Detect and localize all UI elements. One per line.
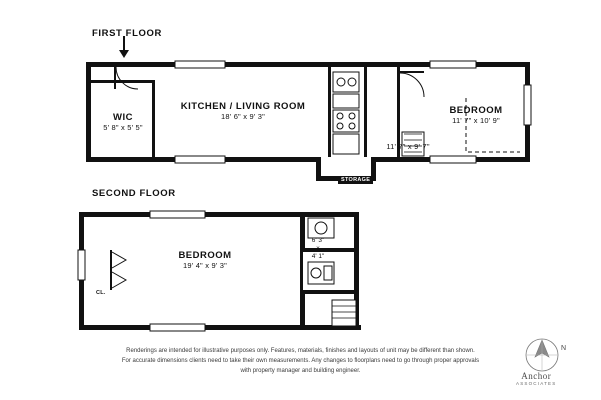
room-wic-name: WIC (113, 112, 133, 123)
room-bedroom-second-name: BEDROOM (178, 250, 232, 261)
room-bedroom-first-name: BEDROOM (449, 105, 503, 116)
first-floor-label: FIRST FLOOR (92, 28, 162, 39)
room-kitchen-living-dimensions: 18' 6" x 9' 3" (221, 112, 265, 121)
room-bedroom-first (428, 105, 524, 125)
disclaimer-line-2: For accurate dimensions clients need to take their own measurements. Any changes to floorplans need to go through proper approvals (121, 358, 480, 365)
first-floor-bath-dimensions: 11' 7" x 9' 7" (386, 142, 430, 151)
second-floor-label: SECOND FLOOR (92, 188, 176, 199)
room-wic-dimensions: 5' 8" x 5' 5" (103, 123, 143, 132)
disclaimer (0, 346, 601, 377)
storage-tag: STORAGE (338, 168, 373, 186)
brand-logo (516, 371, 556, 386)
second-floor-bath-dimensions: 6' 3" x 4' 1" (311, 237, 325, 261)
room-bedroom-first-dimensions: 11' 7" x 10' 9" (452, 116, 500, 125)
disclaimer-line-1: Renderings are intended for illustrative purposes only. Features, materials, finishes and layouts of unit may be different than shown. (126, 348, 475, 354)
compass-north-letter: N (561, 345, 567, 352)
brand-logo-subtitle: ASSOCIATES (516, 381, 557, 386)
first-floor-partitions (91, 36, 531, 163)
room-bedroom-second (140, 250, 270, 270)
disclaimer-line-3: with property manager and building engineer. (240, 368, 361, 375)
room-kitchen-living (163, 101, 323, 121)
room-bedroom-second-dimensions: 19' 4" x 9' 3" (183, 261, 227, 270)
brand-logo-name: Anchor (521, 371, 552, 381)
second-floor-partitions (78, 211, 356, 331)
room-wic (92, 112, 154, 132)
closet-tag: CL. (96, 290, 106, 296)
room-kitchen-living-name: KITCHEN / LIVING ROOM (180, 101, 306, 112)
